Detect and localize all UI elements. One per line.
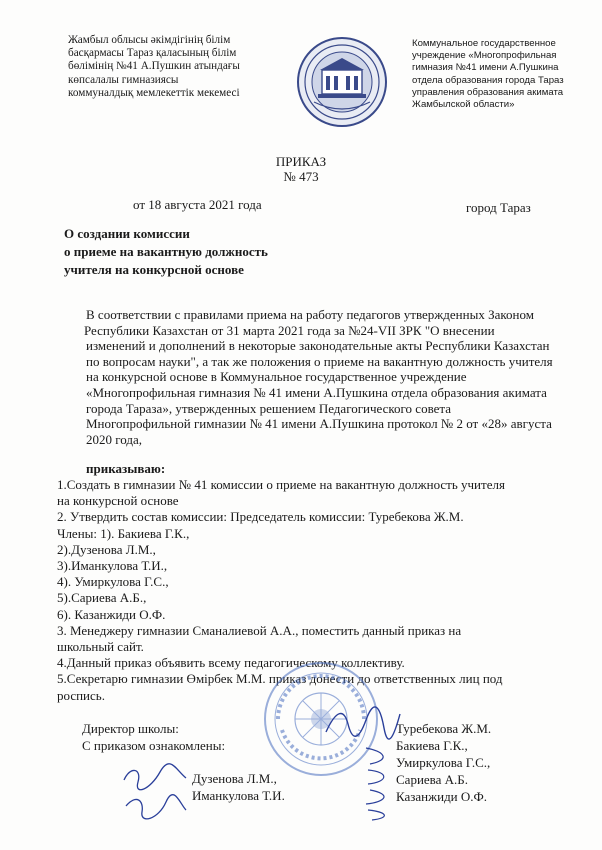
header-right-line: Коммунальное государственное: [412, 38, 556, 49]
signatory-name: Туребекова Ж.М.: [396, 721, 492, 736]
header-left-line: Жамбыл облысы әкімдігінің білім: [68, 34, 231, 46]
signature-labels: [82, 720, 225, 754]
body-line: 2020 года,: [86, 431, 143, 447]
order-subject: [64, 225, 268, 279]
signatory-name: Умиркулова Г.С.,: [396, 755, 491, 770]
header-kazakh: [68, 34, 278, 100]
body-line: Республики Казахстан от 31 марта 2021 года за №24-VII ЗРК "О внесении: [84, 322, 495, 338]
order-item-line: роспись.: [57, 687, 105, 703]
order-item-line: 3).Иманкулова Т.И.,: [57, 558, 168, 574]
staff-signatures-icon: [120, 760, 190, 830]
signatories-right: [396, 720, 491, 805]
body-line: на конкурсной основе в Коммунальное государственное учреждение: [86, 369, 467, 385]
subject-line: О создании комиссии: [64, 226, 190, 241]
order-item-line: 4.Данный приказ объявить всему педагогическому коллективу.: [57, 655, 405, 671]
signatory-name: Бакиева Г.К.,: [396, 738, 468, 753]
header-right-line: управления образования акимата: [412, 86, 564, 98]
header-left-line: басқармасы Тараз қаласының білім: [68, 47, 237, 60]
signatory-name: Дузенова Л.М.,: [192, 771, 277, 786]
order-item-line: 4). Умиркулова Г.С.,: [57, 574, 169, 590]
signatory-name: Казанжиди О.Ф.: [396, 789, 488, 804]
body-line: города Тараза», утвержденных решением Педагогического совета: [86, 400, 452, 416]
order-date: от 18 августа 2021 года: [133, 197, 262, 212]
body-line: В соответствии с правилами приема на работу педагогов утвержденных Законом: [86, 307, 534, 322]
header-right-line: отдела образования города Тараз: [412, 74, 564, 86]
header-right-line: гимназия №41 имени А.Пушкина: [412, 62, 559, 74]
subject-line: учителя на конкурсной основе: [64, 262, 244, 277]
order-item-line: 2).Дузенова Л.М.,: [57, 541, 156, 557]
body-line: Многопрофильной гимназии № 41 имени А.Пушкина протокол № 2 от «28» августа: [86, 416, 552, 432]
header-left-line: көпсалалы гимназиясы: [68, 73, 179, 86]
body-line: по вопросам науки", а так же положения о приеме на вакантную должность учителя: [86, 353, 553, 369]
signatory-name: Сариева А.Б.: [396, 772, 469, 787]
order-number: № 473: [283, 169, 319, 184]
order-item-line: школьный сайт.: [57, 639, 144, 655]
subject-line: о приеме на вакантную должность: [64, 244, 268, 259]
order-item-line: 5).Сариева А.Б.,: [57, 590, 147, 606]
signatures-column-icon: [360, 742, 400, 822]
order-city: город Тараз: [466, 200, 531, 215]
order-item-line: 1.Создать в гимназии № 41 комиссии о приеме на вакантную должность учителя: [57, 477, 505, 492]
header-russian: [412, 38, 582, 111]
body-line: «Многопрофильная гимназия № 41 имени А.Пушкина отдела образования акимата: [86, 384, 547, 400]
signatory-name: Иманкулова Т.И.: [192, 788, 285, 803]
order-item-line: Члены: 1). Бакиева Г.К.,: [57, 525, 190, 541]
order-item-line: 2. Утвердить состав комиссии: Председатель комиссии: Туребекова Ж.М.: [57, 509, 464, 525]
order-item-line: 3. Менеджеру гимназии Сманалиевой А.А., поместить данный приказ на: [57, 622, 462, 638]
header-right-line: Жамбылской области»: [412, 99, 515, 111]
body-line: изменений и дополнений в некоторые законодательные акты Республики Казахстан: [86, 338, 550, 354]
order-heading: ПРИКАЗ: [275, 154, 327, 169]
preamble-paragraph: [86, 307, 576, 447]
order-item-line: 6). Казанжиди О.Ф.: [57, 606, 166, 622]
header-left-line: коммуналдық мемлекеттік мекемесі: [68, 86, 240, 99]
header-right-line: учреждение «Многопрофильная: [412, 50, 557, 62]
director-signature-icon: [322, 702, 402, 746]
acknowledged-label: С приказом ознакомлены:: [82, 738, 226, 753]
decree-word: приказываю:: [86, 461, 166, 476]
school-emblem-icon: [296, 36, 388, 128]
header-left-line: бөлімінің №41 А.Пушкин атындағы: [68, 60, 240, 73]
order-item-line: на конкурсной основе: [57, 493, 179, 509]
order-title: [0, 154, 602, 184]
signatories-left: [192, 770, 285, 804]
order-item-line: 5.Секретарю гимназии Өмірбек М.М. приказ донести до ответственных лиц под: [57, 671, 503, 687]
director-label: Директор школы:: [82, 721, 179, 736]
